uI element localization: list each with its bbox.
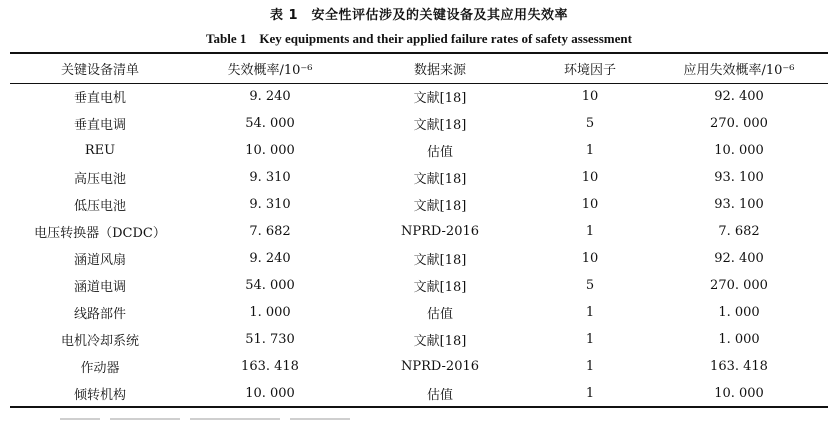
- cell-failure-probability: 51. 730: [245, 332, 295, 347]
- table-caption-chinese: 表 1 安全性评估涉及的关键设备及其应用失效率: [269, 8, 569, 23]
- cell-failure-probability: 54. 000: [245, 116, 295, 131]
- header-applied-failure-probability: 应用失效概率/10⁻⁶: [650, 53, 828, 83]
- cell-equipment: 高压电池: [73, 172, 126, 187]
- cell-environment-factor: 10: [581, 251, 599, 266]
- cell-data-source: 文献[18]: [413, 253, 467, 268]
- cell-applied-failure-probability: 7. 682: [718, 224, 760, 239]
- table-row: [10, 110, 828, 137]
- cell-failure-probability: 9. 310: [249, 170, 291, 185]
- cell-data-source: NPRD-2016: [400, 224, 480, 239]
- cell-equipment: REU: [84, 143, 116, 158]
- cell-applied-failure-probability: 10. 000: [714, 143, 764, 158]
- table-caption-english: Table 1 Key equipments and their applied failure rates of safety assessment: [206, 31, 632, 46]
- cell-failure-probability: 1. 000: [249, 305, 291, 320]
- cell-equipment: 垂直电机: [73, 91, 126, 107]
- cell-applied-failure-probability: 163. 418: [710, 359, 768, 374]
- header-data-source: 数据来源: [350, 53, 530, 83]
- cell-data-source: 文献[18]: [413, 91, 467, 107]
- cell-environment-factor: 1: [530, 380, 650, 407]
- cell-failure-probability: 163. 418: [241, 359, 299, 374]
- cell-data-source: 文献[18]: [413, 199, 467, 214]
- cell-equipment: 低压电池: [73, 199, 126, 214]
- cell-data-source: 文献[18]: [413, 280, 467, 295]
- header-equipment: 关键设备清单: [10, 53, 190, 83]
- cell-data-source: 文献[18]: [413, 118, 467, 133]
- cell-environment-factor: 5: [585, 278, 595, 293]
- cell-failure-probability: 54. 000: [245, 278, 295, 293]
- table-row: [10, 164, 828, 191]
- cell-data-source: 文献[18]: [413, 172, 467, 187]
- cell-failure-probability: 9. 310: [249, 197, 291, 212]
- cell-environment-factor: 10: [581, 197, 599, 212]
- cell-equipment: 电机冷却系统: [60, 334, 139, 349]
- table-header-row: [10, 53, 828, 83]
- cell-failure-probability: 9. 240: [249, 251, 291, 266]
- table-row: [10, 245, 828, 272]
- cell-data-source: 文献[18]: [413, 334, 467, 349]
- cell-data-source: NPRD-2016: [400, 359, 480, 374]
- cell-failure-probability: 9. 240: [249, 89, 291, 105]
- cell-equipment: 涵道风扇: [73, 253, 126, 268]
- cell-environment-factor: 1: [585, 359, 595, 374]
- cell-environment-factor: 1: [585, 143, 595, 158]
- cropped-footnote-text: [60, 418, 460, 424]
- cell-environment-factor: 1: [585, 305, 595, 320]
- cell-failure-probability: 10. 000: [245, 143, 295, 158]
- header-failure-probability: 失效概率/10⁻⁶: [190, 53, 350, 83]
- cell-environment-factor: 1: [585, 332, 595, 347]
- cell-applied-failure-probability: 93. 100: [714, 197, 764, 212]
- cell-equipment: 涵道电调: [73, 280, 126, 295]
- cell-data-source: 估值: [350, 380, 530, 407]
- table-row: [10, 191, 828, 218]
- cell-environment-factor: 10: [581, 89, 599, 105]
- failure-rate-table: [10, 52, 828, 408]
- cell-equipment: 线路部件: [73, 307, 126, 322]
- cell-equipment: 垂直电调: [73, 118, 126, 133]
- cell-equipment: 作动器: [80, 361, 120, 376]
- cell-equipment: 倾转机构: [10, 380, 190, 407]
- cell-data-source: 估值: [426, 307, 453, 322]
- header-environment-factor: 环境因子: [530, 53, 650, 83]
- cell-applied-failure-probability: 93. 100: [714, 170, 764, 185]
- table-row: [10, 380, 828, 407]
- table-row: [10, 272, 828, 299]
- cell-applied-failure-probability: 270. 000: [710, 278, 768, 293]
- table-row: [10, 353, 828, 380]
- table-row: [10, 137, 828, 164]
- cell-applied-failure-probability: 10. 000: [650, 380, 828, 407]
- cell-environment-factor: 5: [585, 116, 595, 131]
- cell-applied-failure-probability: 92. 400: [714, 251, 764, 266]
- cell-failure-probability: 10. 000: [190, 380, 350, 407]
- cell-failure-probability: 7. 682: [249, 224, 291, 239]
- cell-environment-factor: 10: [581, 170, 599, 185]
- table-row: [10, 326, 828, 353]
- cell-environment-factor: 1: [585, 224, 595, 239]
- table-row: [10, 218, 828, 245]
- cell-applied-failure-probability: 92. 400: [714, 89, 764, 105]
- cell-equipment: 电压转换器（DCDC）: [34, 226, 166, 241]
- cell-applied-failure-probability: 1. 000: [718, 332, 760, 347]
- table-row: [10, 83, 828, 110]
- table-row: [10, 299, 828, 326]
- cell-applied-failure-probability: 1. 000: [718, 305, 760, 320]
- cell-data-source: 估值: [426, 145, 453, 160]
- cell-applied-failure-probability: 270. 000: [710, 116, 768, 131]
